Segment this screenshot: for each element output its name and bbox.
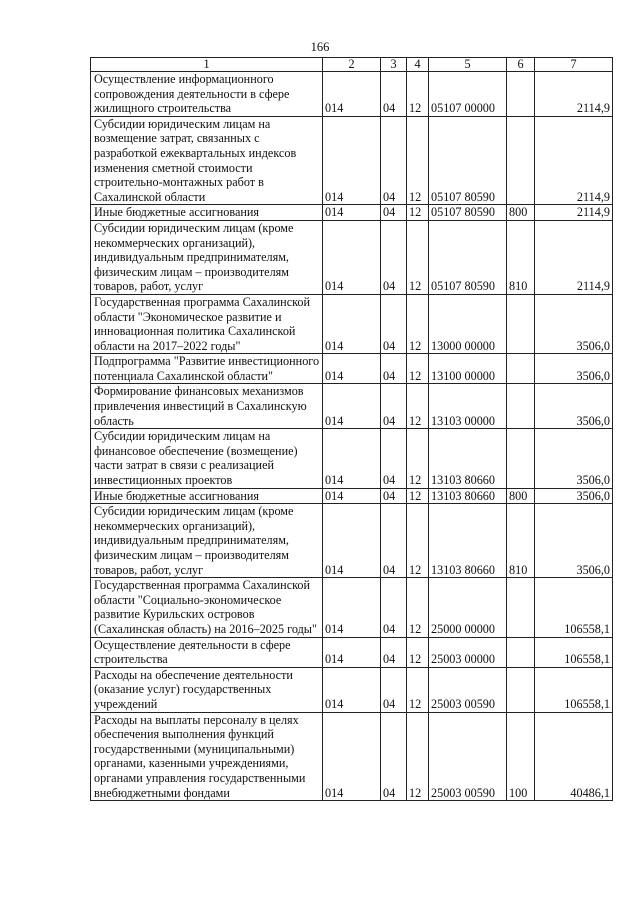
table-row [91, 294, 613, 353]
row-subsection: 12 [407, 637, 429, 667]
column-header: 3 [381, 58, 407, 72]
column-header: 5 [429, 58, 507, 72]
row-amount: 2114,9 [535, 72, 613, 117]
row-target-article: 13103 80660 [429, 488, 507, 504]
row-subsection: 12 [407, 72, 429, 117]
row-ministry: 014 [323, 429, 381, 488]
row-amount: 3506,0 [535, 294, 613, 353]
column-header: 7 [535, 58, 613, 72]
row-name: Иные бюджетные ассигнования [91, 205, 323, 221]
row-target-article: 25003 00000 [429, 637, 507, 667]
row-ministry: 014 [323, 220, 381, 294]
row-ministry: 014 [323, 72, 381, 117]
row-amount: 3506,0 [535, 384, 613, 429]
row-expense-type: 800 [507, 205, 535, 221]
row-name: Осуществление деятельности в сфере строительства [91, 637, 323, 667]
row-target-article: 13103 80660 [429, 429, 507, 488]
row-amount: 106558,1 [535, 578, 613, 637]
row-amount: 2114,9 [535, 116, 613, 205]
table-row [91, 220, 613, 294]
row-amount: 2114,9 [535, 205, 613, 221]
row-subsection: 12 [407, 116, 429, 205]
row-subsection: 12 [407, 488, 429, 504]
row-ministry: 014 [323, 294, 381, 353]
row-amount: 3506,0 [535, 429, 613, 488]
row-name: Расходы на обеспечение деятельности (оказание услуг) государственных учреждений [91, 667, 323, 712]
row-target-article: 13100 00000 [429, 354, 507, 384]
table-row [91, 712, 613, 801]
table-row [91, 116, 613, 205]
row-section: 04 [381, 294, 407, 353]
page-number: 166 [310, 40, 330, 54]
row-subsection: 12 [407, 384, 429, 429]
row-subsection: 12 [407, 429, 429, 488]
row-name: Расходы на выплаты персоналу в целях обеспечения выполнения функций государственными (муниципальными) органами, казенными учреждениями, органами управления государственными внебюджетными фондами [91, 712, 323, 801]
row-name: Субсидии юридическим лицам на финансовое обеспечение (возмещение) части затрат в связи с реализацией инвестиционных проектов [91, 429, 323, 488]
row-section: 04 [381, 116, 407, 205]
row-target-article: 05107 00000 [429, 72, 507, 117]
row-section: 04 [381, 712, 407, 801]
table-row [91, 667, 613, 712]
row-target-article: 05107 80590 [429, 220, 507, 294]
row-target-article: 25003 00590 [429, 712, 507, 801]
row-amount: 3506,0 [535, 488, 613, 504]
row-ministry: 014 [323, 354, 381, 384]
row-name: Государственная программа Сахалинской области "Социально-экономическое развитие Курильских островов (Сахалинская область) на 2016–2025 годы" [91, 578, 323, 637]
row-name: Осуществление информационного сопровождения деятельности в сфере жилищного строительства [91, 72, 323, 117]
budget-table [90, 57, 613, 801]
row-expense-type [507, 667, 535, 712]
row-expense-type [507, 72, 535, 117]
row-ministry: 014 [323, 667, 381, 712]
row-expense-type: 810 [507, 504, 535, 578]
row-section: 04 [381, 384, 407, 429]
row-expense-type [507, 294, 535, 353]
row-name: Иные бюджетные ассигнования [91, 488, 323, 504]
row-ministry: 014 [323, 637, 381, 667]
row-target-article: 13103 00000 [429, 384, 507, 429]
row-target-article: 13103 80660 [429, 504, 507, 578]
row-ministry: 014 [323, 578, 381, 637]
row-section: 04 [381, 578, 407, 637]
row-amount: 40486,1 [535, 712, 613, 801]
row-subsection: 12 [407, 578, 429, 637]
row-subsection: 12 [407, 354, 429, 384]
row-section: 04 [381, 667, 407, 712]
row-target-article: 25000 00000 [429, 578, 507, 637]
table-row [91, 72, 613, 117]
row-amount: 106558,1 [535, 667, 613, 712]
row-expense-type [507, 637, 535, 667]
row-name: Государственная программа Сахалинской области "Экономическое развитие и инновационная политика Сахалинской области на 2017–2022 годы" [91, 294, 323, 353]
row-name: Субсидии юридическим лицам на возмещение затрат, связанных с разработкой ежеквартальных индексов изменения сметной стоимости строительно-монтажных работ в Сахалинской области [91, 116, 323, 205]
row-section: 04 [381, 205, 407, 221]
row-target-article: 05107 80590 [429, 116, 507, 205]
row-subsection: 12 [407, 205, 429, 221]
row-ministry: 014 [323, 116, 381, 205]
column-header: 6 [507, 58, 535, 72]
table-row [91, 637, 613, 667]
row-expense-type [507, 354, 535, 384]
row-section: 04 [381, 488, 407, 504]
row-subsection: 12 [407, 712, 429, 801]
row-name: Субсидии юридическим лицам (кроме некоммерческих организаций), индивидуальным предпринимателям, физическим лицам – производителям товаров, работ, услуг [91, 220, 323, 294]
row-amount: 106558,1 [535, 637, 613, 667]
row-name: Подпрограмма "Развитие инвестиционного потенциала Сахалинской области" [91, 354, 323, 384]
column-header: 2 [323, 58, 381, 72]
table-row [91, 429, 613, 488]
row-amount: 2114,9 [535, 220, 613, 294]
table-body [91, 72, 613, 801]
row-expense-type [507, 429, 535, 488]
row-expense-type [507, 578, 535, 637]
table-row [91, 488, 613, 504]
column-number-row [91, 58, 613, 72]
row-ministry: 014 [323, 712, 381, 801]
row-target-article: 25003 00590 [429, 667, 507, 712]
row-expense-type: 800 [507, 488, 535, 504]
row-target-article: 13000 00000 [429, 294, 507, 353]
table-row [91, 205, 613, 221]
row-section: 04 [381, 504, 407, 578]
row-ministry: 014 [323, 384, 381, 429]
row-expense-type [507, 384, 535, 429]
row-subsection: 12 [407, 504, 429, 578]
row-subsection: 12 [407, 294, 429, 353]
table-row [91, 578, 613, 637]
row-ministry: 014 [323, 488, 381, 504]
row-subsection: 12 [407, 220, 429, 294]
row-target-article: 05107 80590 [429, 205, 507, 221]
row-ministry: 014 [323, 504, 381, 578]
row-expense-type: 810 [507, 220, 535, 294]
row-name: Субсидии юридическим лицам (кроме некоммерческих организаций), индивидуальным предпринимателям, физическим лицам – производителям товаров, работ, услуг [91, 504, 323, 578]
row-expense-type [507, 116, 535, 205]
column-header: 4 [407, 58, 429, 72]
row-section: 04 [381, 637, 407, 667]
row-expense-type: 100 [507, 712, 535, 801]
row-amount: 3506,0 [535, 504, 613, 578]
column-header: 1 [91, 58, 323, 72]
table-row [91, 354, 613, 384]
row-ministry: 014 [323, 205, 381, 221]
row-amount: 3506,0 [535, 354, 613, 384]
table-row [91, 384, 613, 429]
row-subsection: 12 [407, 667, 429, 712]
table-row [91, 504, 613, 578]
row-section: 04 [381, 429, 407, 488]
row-section: 04 [381, 72, 407, 117]
row-section: 04 [381, 220, 407, 294]
row-section: 04 [381, 354, 407, 384]
row-name: Формирование финансовых механизмов привлечения инвестиций в Сахалинскую область [91, 384, 323, 429]
